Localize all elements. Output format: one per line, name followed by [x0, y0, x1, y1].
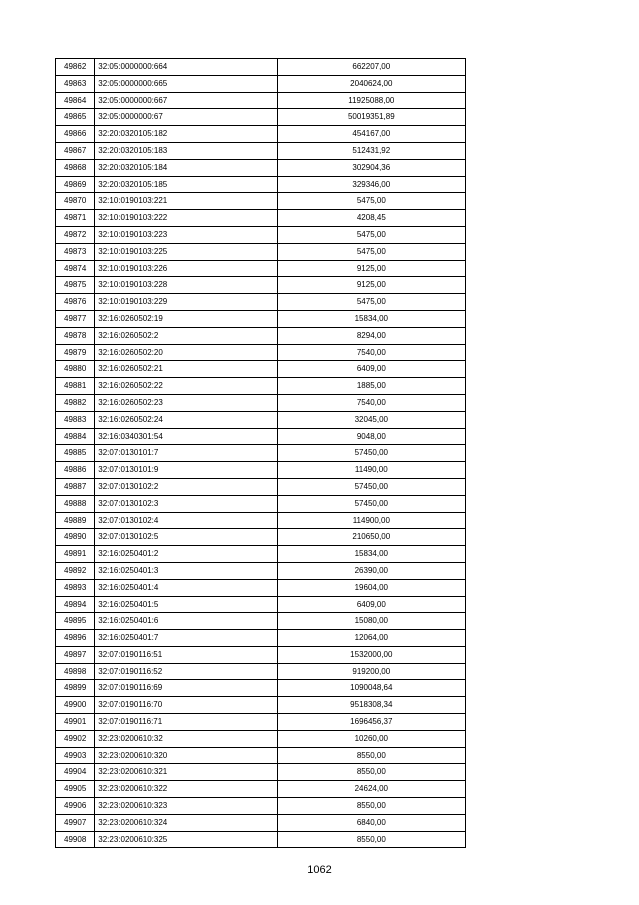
cadastral-number-cell: 32:05:0000000:67	[95, 109, 277, 126]
table-row	[56, 478, 466, 495]
cadastral-number-cell: 32:16:0250401:4	[95, 579, 277, 596]
table-row	[56, 714, 466, 731]
table-row	[56, 176, 466, 193]
table-row	[56, 243, 466, 260]
row-number-cell: 49862	[56, 59, 95, 76]
table-row	[56, 764, 466, 781]
row-number-cell: 49886	[56, 462, 95, 479]
table-row	[56, 546, 466, 563]
table-row	[56, 361, 466, 378]
cadastral-number-cell: 32:07:0190116:71	[95, 714, 277, 731]
row-number-cell: 49897	[56, 646, 95, 663]
table-row	[56, 260, 466, 277]
row-number-cell: 49882	[56, 394, 95, 411]
cadastral-number-cell: 32:07:0130102:2	[95, 478, 277, 495]
row-number-cell: 49874	[56, 260, 95, 277]
table-row	[56, 814, 466, 831]
cadastral-number-cell: 32:10:0190103:222	[95, 210, 277, 227]
table-row	[56, 562, 466, 579]
value-cell: 57450,00	[277, 478, 465, 495]
cadastral-number-cell: 32:07:0190116:69	[95, 680, 277, 697]
cadastral-number-cell: 32:10:0190103:223	[95, 226, 277, 243]
value-cell: 5475,00	[277, 193, 465, 210]
row-number-cell: 49887	[56, 478, 95, 495]
row-number-cell: 49899	[56, 680, 95, 697]
value-cell: 454167,00	[277, 126, 465, 143]
row-number-cell: 49881	[56, 378, 95, 395]
row-number-cell: 49892	[56, 562, 95, 579]
table-row	[56, 92, 466, 109]
row-number-cell: 49880	[56, 361, 95, 378]
table-row	[56, 831, 466, 848]
value-cell: 8550,00	[277, 798, 465, 815]
cadastral-number-cell: 32:20:0320105:183	[95, 142, 277, 159]
value-cell: 1885,00	[277, 378, 465, 395]
row-number-cell: 49907	[56, 814, 95, 831]
row-number-cell: 49871	[56, 210, 95, 227]
value-cell: 9125,00	[277, 260, 465, 277]
value-cell: 302904,36	[277, 159, 465, 176]
row-number-cell: 49867	[56, 142, 95, 159]
cadastral-number-cell: 32:23:0200610:323	[95, 798, 277, 815]
row-number-cell: 49879	[56, 344, 95, 361]
table-row	[56, 529, 466, 546]
cadastral-number-cell: 32:20:0320105:185	[95, 176, 277, 193]
value-cell: 2040624,00	[277, 75, 465, 92]
table-row	[56, 142, 466, 159]
row-number-cell: 49904	[56, 764, 95, 781]
value-cell: 5475,00	[277, 226, 465, 243]
value-cell: 57450,00	[277, 445, 465, 462]
value-cell: 512431,92	[277, 142, 465, 159]
value-cell: 662207,00	[277, 59, 465, 76]
row-number-cell: 49870	[56, 193, 95, 210]
row-number-cell: 49875	[56, 277, 95, 294]
value-cell: 6409,00	[277, 361, 465, 378]
row-number-cell: 49903	[56, 747, 95, 764]
table-row	[56, 193, 466, 210]
cadastral-number-cell: 32:23:0200610:325	[95, 831, 277, 848]
cadastral-number-cell: 32:07:0130102:4	[95, 512, 277, 529]
value-cell: 329346,00	[277, 176, 465, 193]
row-number-cell: 49894	[56, 596, 95, 613]
row-number-cell: 49896	[56, 630, 95, 647]
table-row	[56, 680, 466, 697]
data-table	[55, 58, 466, 848]
table-row	[56, 294, 466, 311]
cadastral-number-cell: 32:10:0190103:228	[95, 277, 277, 294]
value-cell: 19604,00	[277, 579, 465, 596]
cadastral-number-cell: 32:20:0320105:184	[95, 159, 277, 176]
table-row	[56, 378, 466, 395]
cadastral-number-cell: 32:16:0260502:20	[95, 344, 277, 361]
value-cell: 50019351,89	[277, 109, 465, 126]
value-cell: 11490,00	[277, 462, 465, 479]
cadastral-number-cell: 32:10:0190103:225	[95, 243, 277, 260]
table-row	[56, 109, 466, 126]
cadastral-number-cell: 32:07:0130102:3	[95, 495, 277, 512]
value-cell: 7540,00	[277, 344, 465, 361]
table-row	[56, 781, 466, 798]
table-row	[56, 697, 466, 714]
row-number-cell: 49876	[56, 294, 95, 311]
table-row	[56, 579, 466, 596]
table-row	[56, 747, 466, 764]
value-cell: 10260,00	[277, 730, 465, 747]
value-cell: 5475,00	[277, 243, 465, 260]
value-cell: 1532000,00	[277, 646, 465, 663]
row-number-cell: 49872	[56, 226, 95, 243]
value-cell: 210650,00	[277, 529, 465, 546]
cadastral-number-cell: 32:16:0260502:19	[95, 310, 277, 327]
table-row	[56, 411, 466, 428]
cadastral-number-cell: 32:05:0000000:664	[95, 59, 277, 76]
value-cell: 15080,00	[277, 613, 465, 630]
table-row	[56, 512, 466, 529]
value-cell: 26390,00	[277, 562, 465, 579]
table-row	[56, 126, 466, 143]
cadastral-number-cell: 32:16:0260502:24	[95, 411, 277, 428]
table-row	[56, 277, 466, 294]
table-row	[56, 310, 466, 327]
row-number-cell: 49884	[56, 428, 95, 445]
row-number-cell: 49901	[56, 714, 95, 731]
table-row	[56, 462, 466, 479]
row-number-cell: 49863	[56, 75, 95, 92]
cadastral-number-cell: 32:16:0340301:54	[95, 428, 277, 445]
row-number-cell: 49866	[56, 126, 95, 143]
cadastral-number-cell: 32:07:0130102:5	[95, 529, 277, 546]
value-cell: 12064,00	[277, 630, 465, 647]
row-number-cell: 49865	[56, 109, 95, 126]
cadastral-number-cell: 32:16:0260502:22	[95, 378, 277, 395]
row-number-cell: 49902	[56, 730, 95, 747]
cadastral-number-cell: 32:07:0190116:70	[95, 697, 277, 714]
value-cell: 114900,00	[277, 512, 465, 529]
value-cell: 9048,00	[277, 428, 465, 445]
cadastral-number-cell: 32:05:0000000:665	[95, 75, 277, 92]
table-row	[56, 327, 466, 344]
value-cell: 8294,00	[277, 327, 465, 344]
value-cell: 1696456,37	[277, 714, 465, 731]
value-cell: 9518308,34	[277, 697, 465, 714]
table-body	[56, 59, 466, 848]
value-cell: 15834,00	[277, 310, 465, 327]
value-cell: 4208,45	[277, 210, 465, 227]
cadastral-number-cell: 32:23:0200610:324	[95, 814, 277, 831]
row-number-cell: 49869	[56, 176, 95, 193]
table-row	[56, 159, 466, 176]
table-row	[56, 226, 466, 243]
cadastral-number-cell: 32:23:0200610:322	[95, 781, 277, 798]
table-row	[56, 663, 466, 680]
cadastral-number-cell: 32:16:0250401:5	[95, 596, 277, 613]
table-row	[56, 630, 466, 647]
value-cell: 1090048,64	[277, 680, 465, 697]
row-number-cell: 49885	[56, 445, 95, 462]
cadastral-number-cell: 32:23:0200610:32	[95, 730, 277, 747]
cadastral-number-cell: 32:16:0250401:2	[95, 546, 277, 563]
row-number-cell: 49898	[56, 663, 95, 680]
table-row	[56, 59, 466, 76]
table-row	[56, 75, 466, 92]
row-number-cell: 49878	[56, 327, 95, 344]
cadastral-number-cell: 32:23:0200610:321	[95, 764, 277, 781]
value-cell: 7540,00	[277, 394, 465, 411]
row-number-cell: 49873	[56, 243, 95, 260]
row-number-cell: 49889	[56, 512, 95, 529]
table-row	[56, 344, 466, 361]
cadastral-number-cell: 32:16:0250401:3	[95, 562, 277, 579]
table-row	[56, 445, 466, 462]
table-row	[56, 428, 466, 445]
table-row	[56, 394, 466, 411]
value-cell: 24624,00	[277, 781, 465, 798]
value-cell: 57450,00	[277, 495, 465, 512]
page-number: 1062	[307, 864, 332, 876]
value-cell: 6409,00	[277, 596, 465, 613]
value-cell: 8550,00	[277, 831, 465, 848]
cadastral-number-cell: 32:16:0260502:21	[95, 361, 277, 378]
cadastral-number-cell: 32:05:0000000:667	[95, 92, 277, 109]
cadastral-number-cell: 32:16:0250401:7	[95, 630, 277, 647]
value-cell: 8550,00	[277, 764, 465, 781]
row-number-cell: 49891	[56, 546, 95, 563]
row-number-cell: 49864	[56, 92, 95, 109]
cadastral-number-cell: 32:07:0190116:51	[95, 646, 277, 663]
cadastral-number-cell: 32:07:0130101:7	[95, 445, 277, 462]
value-cell: 5475,00	[277, 294, 465, 311]
row-number-cell: 49900	[56, 697, 95, 714]
row-number-cell: 49895	[56, 613, 95, 630]
cadastral-number-cell: 32:16:0260502:2	[95, 327, 277, 344]
value-cell: 9125,00	[277, 277, 465, 294]
table-row	[56, 495, 466, 512]
value-cell: 919200,00	[277, 663, 465, 680]
row-number-cell: 49906	[56, 798, 95, 815]
value-cell: 11925088,00	[277, 92, 465, 109]
cadastral-number-cell: 32:10:0190103:229	[95, 294, 277, 311]
value-cell: 32045,00	[277, 411, 465, 428]
cadastral-number-cell: 32:07:0190116:52	[95, 663, 277, 680]
cadastral-number-cell: 32:23:0200610:320	[95, 747, 277, 764]
cadastral-number-cell: 32:07:0130101:9	[95, 462, 277, 479]
cadastral-number-cell: 32:20:0320105:182	[95, 126, 277, 143]
cadastral-number-cell: 32:10:0190103:226	[95, 260, 277, 277]
row-number-cell: 49893	[56, 579, 95, 596]
cadastral-number-cell: 32:16:0260502:23	[95, 394, 277, 411]
row-number-cell: 49908	[56, 831, 95, 848]
row-number-cell: 49890	[56, 529, 95, 546]
table-row	[56, 596, 466, 613]
table-row	[56, 646, 466, 663]
value-cell: 15834,00	[277, 546, 465, 563]
table-row	[56, 613, 466, 630]
table-row	[56, 730, 466, 747]
table-row	[56, 210, 466, 227]
value-cell: 6840,00	[277, 814, 465, 831]
value-cell: 8550,00	[277, 747, 465, 764]
row-number-cell: 49883	[56, 411, 95, 428]
row-number-cell: 49905	[56, 781, 95, 798]
cadastral-number-cell: 32:10:0190103:221	[95, 193, 277, 210]
row-number-cell: 49877	[56, 310, 95, 327]
row-number-cell: 49888	[56, 495, 95, 512]
table-row	[56, 798, 466, 815]
row-number-cell: 49868	[56, 159, 95, 176]
cadastral-number-cell: 32:16:0250401:6	[95, 613, 277, 630]
